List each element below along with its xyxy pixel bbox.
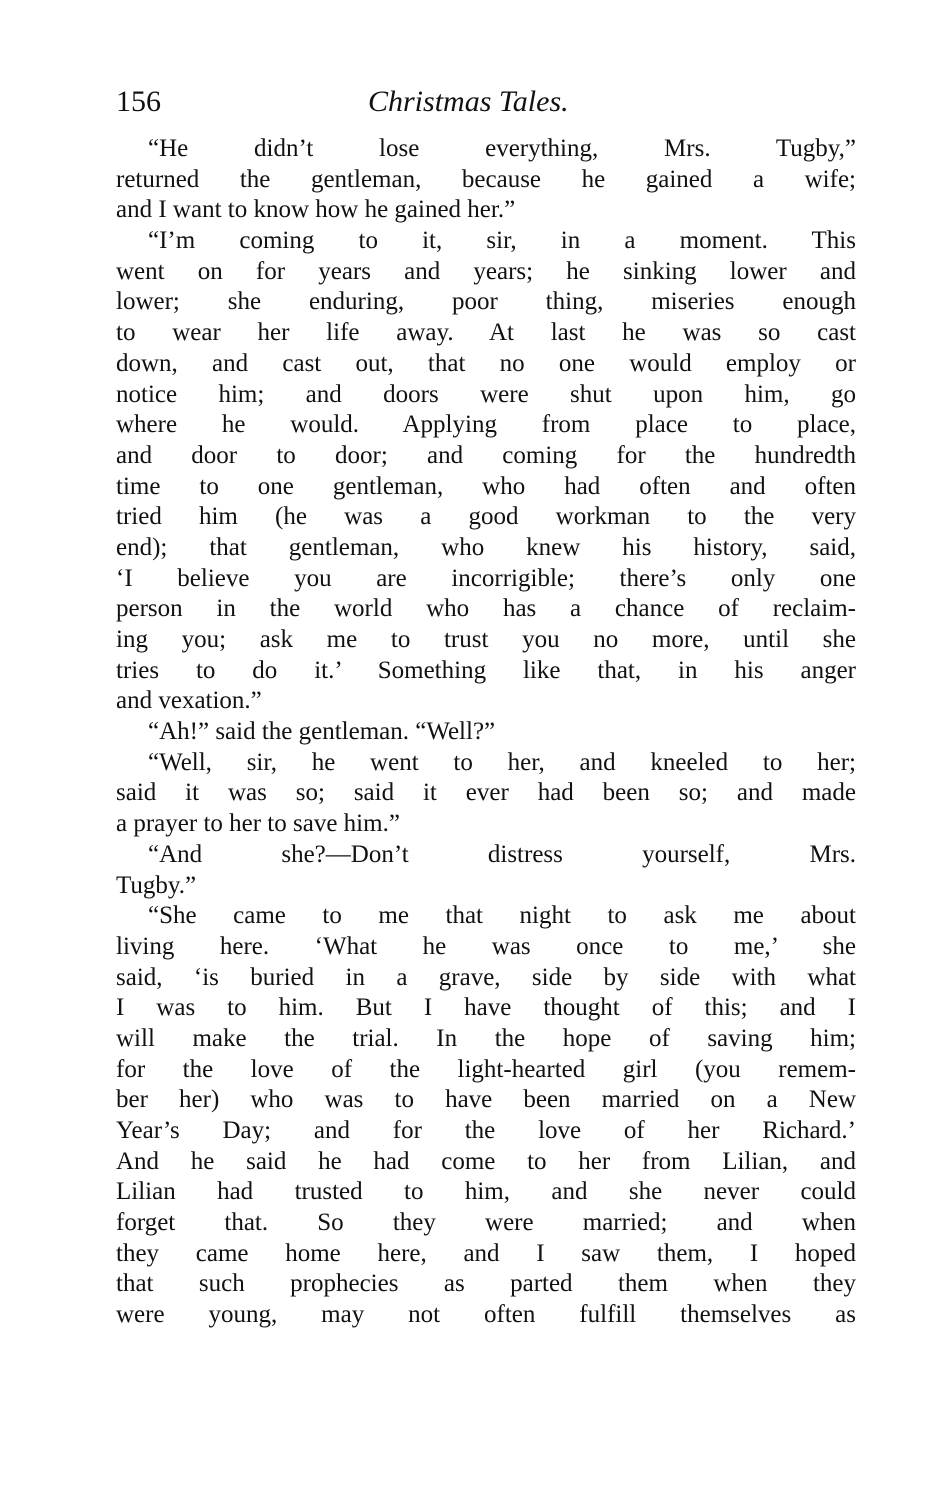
text-line: “Ah!” said the gentleman. “Well?” <box>148 718 496 746</box>
text-line: “She came to me that night to ask me about <box>148 902 856 930</box>
text-line: went on for years and years; he sinking lower and <box>116 257 856 285</box>
text-line: “He didn’t lose everything, Mrs. Tugby,” <box>148 135 856 162</box>
text-line: end); that gentleman, who knew his history, said, <box>116 533 856 561</box>
text-line: that such prophecies as parted them when they <box>116 1270 856 1298</box>
text-line: living here. ‘What he was once to me,’ she <box>116 932 856 960</box>
text-line: notice him; and doors were shut upon him, go <box>116 380 856 408</box>
text-line: will make the trial. In the hope of saving him; <box>116 1024 856 1052</box>
text-line: said, ‘is buried in a grave, side by side with what <box>116 963 856 991</box>
text-line: where he would. Applying from place to place, <box>116 411 856 439</box>
text-line: And he said he had come to her from Lilian, and <box>116 1147 856 1175</box>
text-line: said it was so; said it ever had been so; and made <box>116 779 856 807</box>
text-line: Tugby.” <box>116 871 197 899</box>
text-line: for the love of the light-hearted girl (you remem- <box>116 1055 856 1083</box>
page-number: 156 <box>116 85 161 118</box>
text-line: “I’m coming to it, sir, in a moment. This <box>148 227 856 255</box>
text-line: were young, may not often fulfill themselves as <box>116 1301 856 1329</box>
book-page <box>116 82 856 1331</box>
text-line: time to one gentleman, who had often and often <box>116 472 856 500</box>
text-line: and door to door; and coming for the hundredth <box>116 441 856 469</box>
text-line: I was to him. But I have thought of this; and I <box>116 994 856 1022</box>
text-line: Lilian had trusted to him, and she never could <box>116 1178 856 1206</box>
text-line: forget that. So they were married; and when <box>116 1209 856 1237</box>
text-line: returned the gentleman, because he gained a wife; <box>116 165 856 193</box>
text-line: to wear her life away. At last he was so cast <box>116 319 856 347</box>
body-text <box>116 134 856 1331</box>
text-line: ing you; ask me to trust you no more, until she <box>116 626 856 653</box>
text-line: “And she?—Don’t distress yourself, Mrs. <box>148 840 856 868</box>
text-line: ber her) who was to have been married on a New <box>116 1086 856 1114</box>
text-line: Year’s Day; and for the love of her Richard.’ <box>116 1117 856 1144</box>
text-line: “Well, sir, he went to her, and kneeled to her; <box>148 748 856 776</box>
text-line: they came home here, and I saw them, I hoped <box>116 1239 856 1267</box>
text-line: tries to do it.’ Something like that, in his anger <box>116 656 856 684</box>
running-title: Christmas Tales. <box>368 85 569 118</box>
text-line: tried him (he was a good workman to the very <box>116 503 856 531</box>
text-line: a prayer to her to save him.” <box>116 810 400 838</box>
text-line: and vexation.” <box>116 687 262 715</box>
text-line: lower; she enduring, poor thing, miseries enough <box>116 288 856 316</box>
text-line: person in the world who has a chance of reclaim- <box>116 595 856 623</box>
text-line: down, and cast out, that no one would employ or <box>116 349 856 377</box>
text-line: ‘I believe you are incorrigible; there’s only one <box>116 564 856 592</box>
page-header <box>116 82 856 130</box>
text-line: and I want to know how he gained her.” <box>116 196 516 224</box>
